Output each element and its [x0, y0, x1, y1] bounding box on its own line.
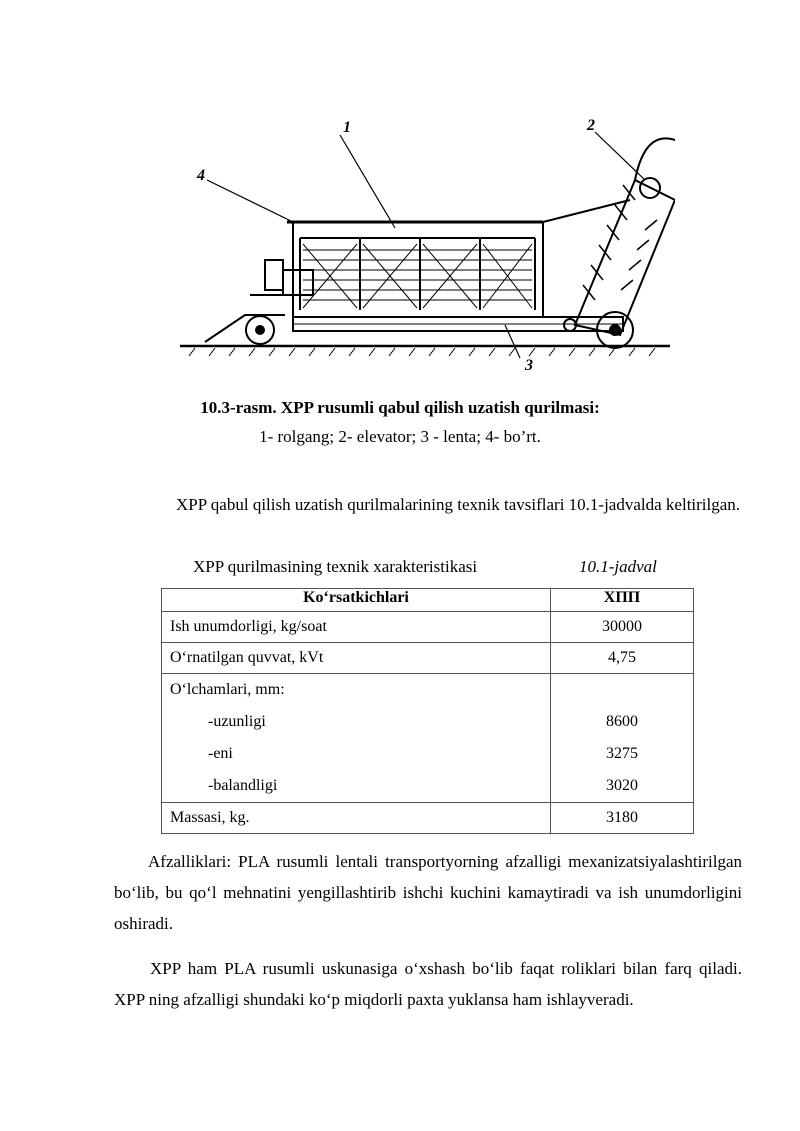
row-value: 4,75	[551, 643, 694, 674]
table-row	[162, 643, 694, 674]
spec-table	[161, 588, 694, 834]
machine-figure	[175, 110, 675, 380]
row-label: -balandligi	[208, 777, 278, 794]
row-value	[559, 674, 685, 706]
header-xpp: ХПП	[551, 589, 694, 612]
row-label: -uzunligi	[208, 713, 266, 730]
row-value: 3180	[551, 803, 694, 834]
figure-label-4: 4	[197, 167, 205, 184]
row-label: Ish unumdorligi, kg/soat	[162, 612, 551, 643]
figure-label-2: 2	[587, 117, 595, 134]
figure-caption-title: 10.3-rasm. XPP rusumli qabul qilish uzatish qurilmasi:	[200, 398, 600, 417]
table-number: 10.1-jadval	[579, 557, 657, 576]
row-value: 30000	[551, 612, 694, 643]
figure-label-1: 1	[343, 119, 351, 136]
figure-label-3: 3	[525, 357, 533, 374]
row-value: 8600	[606, 713, 638, 730]
row-label: O‘lchamlari, mm:	[170, 681, 285, 698]
row-label: O‘rnatilgan quvvat, kVt	[162, 643, 551, 674]
row-value: 3275	[606, 745, 638, 762]
advantages-paragraph: Afzalliklari: PLA rusumli lentali transportyorning afzalligi mexanizatsiyalashtirilgan bo‘lib, bu qo‘l mehnatini yengillashtirib ishchi kuchini kamaytiradi va ish unumdorligini oshiradi.	[114, 852, 742, 933]
table-title: XPP qurilmasining texnik xarakteristikasi	[193, 557, 478, 576]
figure-caption-legend: 1- rolgang; 2- elevator; 3 - lenta; 4- bo’rt.	[259, 427, 541, 446]
header-indicators: Ko‘rsatkichlari	[162, 589, 551, 612]
row-label: -eni	[208, 745, 233, 762]
table-header-row	[162, 589, 694, 612]
table-row	[162, 612, 694, 643]
dimensions-labels	[162, 674, 551, 803]
row-label: Massasi, kg.	[162, 803, 551, 834]
table-row-dimensions	[162, 674, 694, 803]
xpp-machine-drawing	[175, 110, 675, 380]
dimensions-values	[551, 674, 694, 803]
row-value: 3020	[606, 777, 638, 794]
intro-paragraph: XPP qabul qilish uzatish qurilmalarining texnik tavsiflari 10.1-jadvalda keltirilgan.	[176, 495, 741, 514]
table-row	[162, 803, 694, 834]
comparison-paragraph: XPP ham PLA rusumli uskunasiga o‘xshash bo‘lib faqat roliklari bilan farq qiladi. XPP ning afzalligi shundaki ko‘p miqdorli paxta yuklansa ham ishlayveradi.	[114, 959, 742, 1009]
